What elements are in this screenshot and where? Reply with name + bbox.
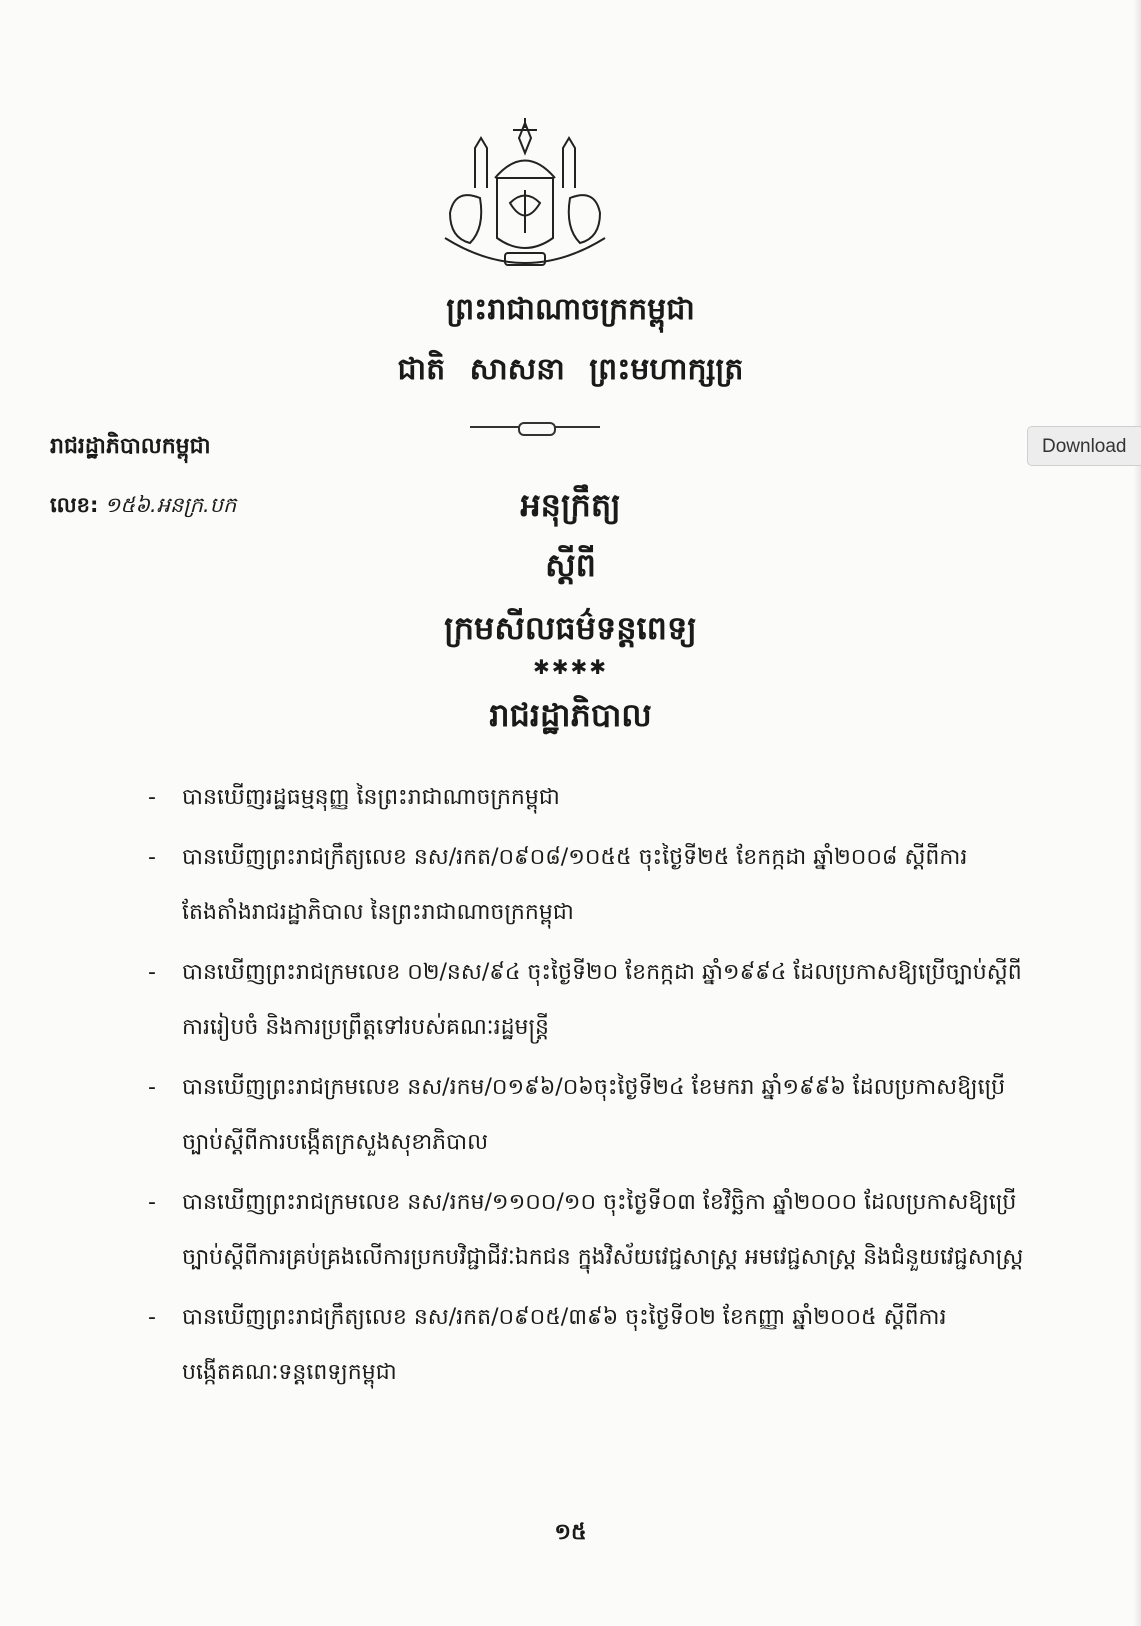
list-dash: - xyxy=(148,960,156,985)
reference-value: ១៥៦.អនក្រ.បក xyxy=(104,493,237,517)
list-item xyxy=(148,945,1028,1055)
list-item xyxy=(148,830,1028,940)
list-item-text: បានឃើញរដ្ឋធម្មនុញ្ញ នៃព្រះរាជាណាចក្រកម្ពុជា xyxy=(182,785,560,810)
star-separator: ✱✱✱✱ xyxy=(532,655,609,679)
list-item-text: បានឃើញព្រះរាជក្រមលេខ នស/រកម/១១០០/១០ ចុះថ្ងៃទី០៣ ខែវិច្ឆិកា ឆ្នាំ២០០០ ដែលប្រកាសឱ្យប្រើច្បាប់ស្តីពីការគ្រប់គ្រងលើការប្រកបវិជ្ជាជីវៈឯកជន ក្នុងវិស័យវេជ្ជសាស្ត្រ អមវេជ្ជសាស្ត្រ និងជំនួយវេជ្ជសាស្ត្រ xyxy=(182,1190,1024,1270)
document-subject-prefix: ស្តីពី xyxy=(545,546,596,584)
document-type: អនុក្រឹត្យ xyxy=(520,486,621,524)
list-item xyxy=(148,1175,1028,1285)
divider-ornament xyxy=(518,422,556,436)
kingdom-heading: ព្រះរាជាណាចក្រកម្ពុជា xyxy=(446,292,695,327)
list-dash: - xyxy=(148,1305,156,1330)
download-button[interactable]: Download xyxy=(1027,426,1141,466)
issuing-body-heading: រាជរដ្ឋាភិបាល xyxy=(489,696,652,734)
list-dash: - xyxy=(148,1190,156,1215)
issuer-name: រាជរដ្ឋាភិបាលកម្ពុជា xyxy=(50,434,211,459)
list-item xyxy=(148,1290,1028,1400)
list-dash: - xyxy=(148,1075,156,1100)
page-number: ១៥ xyxy=(554,1520,587,1545)
list-item xyxy=(148,770,1028,825)
list-item-text: បានឃើញព្រះរាជក្រមលេខ ០២/នស/៩៤ ចុះថ្ងៃទី២០ ខែកក្កដា ឆ្នាំ១៩៩៤ ដែលប្រកាសឱ្យប្រើច្បាប់ស្តីពីការរៀបចំ និងការប្រព្រឹត្តទៅរបស់គណៈរដ្ឋមន្ត្រី xyxy=(182,960,1022,1040)
list-item xyxy=(148,1060,1028,1170)
national-motto: ជាតិ សាសនា ព្រះមហាក្សត្រ xyxy=(397,352,744,387)
list-item-text: បានឃើញព្រះរាជក្រឹត្យលេខ នស/រកត/០៩០៥/៣៩៦ ចុះថ្ងៃទី០២ ខែកញ្ញា ឆ្នាំ២០០៥ ស្តីពីការបង្កើតគណៈទន្តពេទ្យកម្ពុជា xyxy=(182,1305,947,1385)
reference-label: លេខ: xyxy=(50,493,99,517)
list-dash: - xyxy=(148,845,156,870)
list-item-text: បានឃើញព្រះរាជក្រឹត្យលេខ នស/រកត/០៩០៨/១០៥៥ ចុះថ្ងៃទី២៥ ខែកក្កដា ឆ្នាំ២០០៨ ស្តីពីការតែងតាំងរាជរដ្ឋាភិបាល នៃព្រះរាជាណាចក្រកម្ពុជា xyxy=(182,845,968,925)
royal-coat-of-arms-icon xyxy=(435,118,615,280)
preamble-list xyxy=(148,770,1028,1405)
document-subject: ក្រមសីលធម៌ទន្តពេទ្យ xyxy=(444,609,697,647)
list-item-text: បានឃើញព្រះរាជក្រមលេខ នស/រកម/០១៩៦/០៦ចុះថ្ងៃទី២៤ ខែមករា ឆ្នាំ១៩៩៦ ដែលប្រកាសឱ្យប្រើច្បាប់ស្តីពីការបង្កើតក្រសួងសុខាភិបាល xyxy=(182,1075,1006,1155)
list-dash: - xyxy=(148,785,156,810)
